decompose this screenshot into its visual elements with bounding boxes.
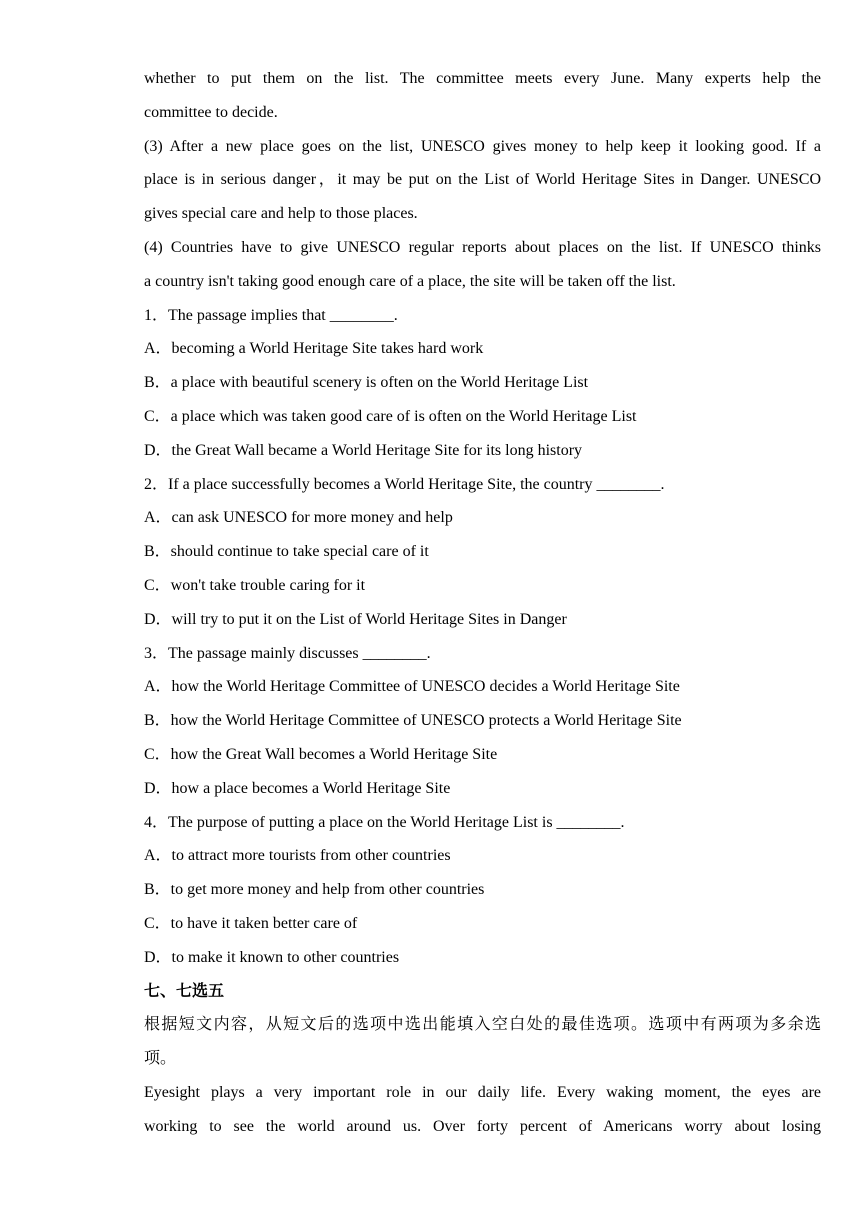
text-line: A．can ask UNESCO for more money and help bbox=[144, 509, 453, 527]
text-line: 根据短文内容，从短文后的选项中选出能填入空白处的最佳选项。选项中有两项为多余选 bbox=[144, 1016, 821, 1034]
text-line: 2．If a place successfully becomes a World Heritage Site, the country ________. bbox=[144, 475, 665, 493]
text-line: D．will try to put it on the List of World Heritage Sites in Danger bbox=[144, 610, 567, 628]
text-line: C．won't take trouble caring for it bbox=[144, 576, 366, 594]
text-line: 1．The passage implies that ________. bbox=[144, 306, 398, 324]
text-line: 项。 bbox=[144, 1050, 177, 1068]
text-line: place is in serious danger，it may be put on the List of World Heritage Sites in Danger. UNESCO bbox=[144, 171, 821, 189]
text-line: B．should continue to take special care of it bbox=[144, 543, 429, 561]
text-line: gives special care and help to those places. bbox=[144, 205, 418, 223]
text-line: B．how the World Heritage Committee of UNESCO protects a World Heritage Site bbox=[144, 712, 682, 730]
text-line: C．to have it taken better care of bbox=[144, 914, 358, 932]
text-line: D．to make it known to other countries bbox=[144, 948, 400, 966]
text-line: a country isn't taking good enough care of a place, the site will be taken off the list. bbox=[144, 272, 676, 290]
text-line: committee to decide. bbox=[144, 103, 278, 121]
text-line: B．a place with beautiful scenery is often on the World Heritage List bbox=[144, 374, 589, 392]
section-heading: 七、七选五 bbox=[144, 982, 225, 1000]
text-line: C．a place which was taken good care of is often on the World Heritage List bbox=[144, 407, 637, 425]
text-line: A．to attract more tourists from other countries bbox=[144, 847, 451, 865]
document-body bbox=[144, 62, 821, 1144]
text-line: A．how the World Heritage Committee of UNESCO decides a World Heritage Site bbox=[144, 678, 680, 696]
text-line: (4) Countries have to give UNESCO regular reports about places on the list. If UNESCO thinks bbox=[144, 238, 821, 256]
text-line: B．to get more money and help from other countries bbox=[144, 881, 485, 899]
text-line: (3) After a new place goes on the list, UNESCO gives money to help keep it looking good. If a bbox=[144, 137, 821, 155]
text-line: D．how a place becomes a World Heritage Site bbox=[144, 779, 451, 797]
text-line: A．becoming a World Heritage Site takes hard work bbox=[144, 340, 484, 358]
text-line: working to see the world around us. Over forty percent of Americans worry about losing bbox=[144, 1117, 821, 1135]
text-line: D．the Great Wall became a World Heritage Site for its long history bbox=[144, 441, 583, 459]
text-line: C．how the Great Wall becomes a World Heritage Site bbox=[144, 745, 498, 763]
text-line: 3．The passage mainly discusses ________. bbox=[144, 644, 431, 662]
text-line: Eyesight plays a very important role in our daily life. Every waking moment, the eyes are bbox=[144, 1083, 821, 1101]
text-line: whether to put them on the list. The committee meets every June. Many experts help the bbox=[144, 70, 821, 87]
text-line: 4．The purpose of putting a place on the World Heritage List is ________. bbox=[144, 813, 625, 831]
